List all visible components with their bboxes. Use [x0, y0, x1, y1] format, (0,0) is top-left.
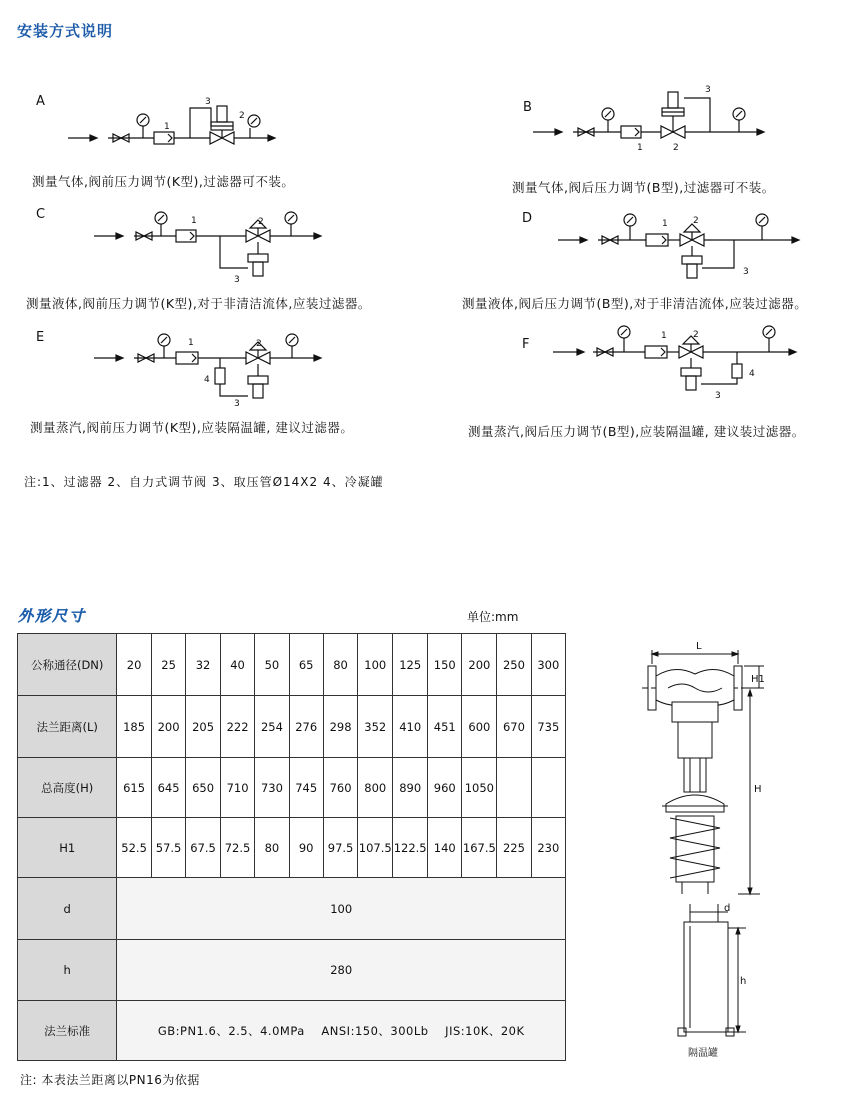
part-label-1: 1: [164, 122, 170, 132]
table-row: [18, 758, 566, 818]
diagram-c: [86, 206, 346, 290]
row-header: h: [18, 940, 117, 1001]
svg-text:4: 4: [749, 369, 755, 379]
table-cell: 760: [323, 758, 357, 818]
table-cell: 222: [220, 696, 254, 758]
dimensions-table: [17, 633, 566, 1061]
diagram-letter-d: D: [522, 211, 533, 226]
svg-text:3: 3: [234, 399, 240, 409]
unit-label: 单位:mm: [467, 610, 519, 624]
table-cell: 200: [462, 634, 497, 696]
svg-text:1: 1: [661, 331, 667, 341]
table-cell: 730: [255, 758, 289, 818]
table-row: [18, 1001, 566, 1061]
table-row: [18, 696, 566, 758]
table-cell: 97.5: [323, 818, 357, 878]
svg-text:1: 1: [637, 143, 643, 153]
svg-text:2: 2: [673, 143, 679, 153]
table-cell: 150: [428, 634, 462, 696]
dim-label-small-h: h: [740, 976, 747, 987]
svg-text:2: 2: [693, 330, 699, 340]
table-cell: 140: [428, 818, 462, 878]
svg-text:1: 1: [191, 216, 197, 226]
table-footnote: 注: 本表法兰距离以PN16为依据: [20, 1073, 200, 1087]
table-cell: 451: [428, 696, 462, 758]
table-cell: 800: [358, 758, 393, 818]
svg-text:4: 4: [204, 375, 210, 385]
table-cell: [497, 758, 531, 818]
table-cell: 72.5: [220, 818, 254, 878]
table-cell: 960: [428, 758, 462, 818]
table-cell: 352: [358, 696, 393, 758]
table-cell: 645: [151, 758, 185, 818]
table-cell: 300: [531, 634, 565, 696]
table-cell: 745: [289, 758, 323, 818]
table-row: [18, 940, 566, 1001]
diagram-e-caption: 测量蒸汽,阀前压力调节(K型),应装隔温罐, 建议过滤器。: [30, 420, 354, 435]
row-header: 总高度(H): [18, 758, 117, 818]
table-cell: 1050: [462, 758, 497, 818]
table-row: [18, 818, 566, 878]
table-cell: 298: [323, 696, 357, 758]
svg-text:3: 3: [715, 391, 721, 401]
install-section-title: 安装方式说明: [17, 22, 114, 40]
svg-text:3: 3: [234, 275, 240, 285]
table-row: [18, 634, 566, 696]
diagram-a: [60, 96, 320, 170]
table-cell: 80: [323, 634, 357, 696]
svg-text:2: 2: [256, 339, 262, 349]
table-cell: 410: [393, 696, 428, 758]
diagram-f: [545, 318, 805, 412]
dim-label-h: H: [754, 784, 762, 795]
table-cell: 890: [393, 758, 428, 818]
table-cell: 107.5: [358, 818, 393, 878]
svg-text:2: 2: [693, 216, 699, 226]
dim-label-d: d: [724, 903, 731, 914]
table-cell: 225: [497, 818, 531, 878]
table-cell: 50: [255, 634, 289, 696]
diagram-a-caption: 测量气体,阀前压力调节(K型),过滤器可不装。: [32, 174, 295, 189]
row-header: H1: [18, 818, 117, 878]
diagram-d: [550, 206, 810, 290]
dim-label-l: L: [696, 641, 702, 652]
table-cell: 125: [393, 634, 428, 696]
table-cell: 735: [531, 696, 565, 758]
svg-text:3: 3: [743, 267, 749, 277]
table-cell: 280: [117, 940, 566, 1001]
table-cell: [531, 758, 565, 818]
diagram-letter-e: E: [36, 330, 45, 345]
diagram-b: [525, 84, 785, 168]
table-cell: 185: [117, 696, 151, 758]
parts-note: 注:1、过滤器 2、自力式调节阀 3、取压管Ø14X2 4、冷凝罐: [24, 475, 384, 489]
row-header: 公称通径(DN): [18, 634, 117, 696]
table-cell: 250: [497, 634, 531, 696]
table-cell: 600: [462, 696, 497, 758]
table-cell: 276: [289, 696, 323, 758]
table-cell: 670: [497, 696, 531, 758]
table-cell: 230: [531, 818, 565, 878]
table-cell: 615: [117, 758, 151, 818]
diagram-letter-f: F: [522, 337, 530, 352]
svg-text:3: 3: [705, 85, 711, 95]
table-cell: 57.5: [151, 818, 185, 878]
table-cell: 32: [186, 634, 220, 696]
valve-outline-drawing: [620, 636, 780, 1070]
table-cell: 122.5: [393, 818, 428, 878]
row-header: 法兰标准: [18, 1001, 117, 1061]
table-cell: 100: [358, 634, 393, 696]
table-cell: 40: [220, 634, 254, 696]
table-cell: 205: [186, 696, 220, 758]
table-cell: 650: [186, 758, 220, 818]
table-cell: GB:PN1.6、2.5、4.0MPa ANSI:150、300Lb JIS:10K、20K: [117, 1001, 566, 1061]
diagram-letter-b: B: [523, 100, 532, 115]
table-cell: 167.5: [462, 818, 497, 878]
table-cell: 200: [151, 696, 185, 758]
svg-text:1: 1: [662, 219, 668, 229]
table-cell: 65: [289, 634, 323, 696]
table-cell: 20: [117, 634, 151, 696]
diagram-c-caption: 测量液体,阀前压力调节(K型),对于非清洁流体,应装过滤器。: [26, 296, 371, 311]
part-label-3: 3: [205, 97, 211, 107]
diagram-e: [86, 328, 346, 412]
table-cell: 100: [117, 878, 566, 940]
diagram-b-caption: 测量气体,阀后压力调节(B型),过滤器可不装。: [512, 180, 775, 195]
dim-label-h1: H1: [751, 674, 765, 685]
table-cell: 80: [255, 818, 289, 878]
tank-caption: 隔温罐: [688, 1048, 718, 1059]
row-header: d: [18, 878, 117, 940]
row-header: 法兰距离(L): [18, 696, 117, 758]
table-row: [18, 878, 566, 940]
svg-text:2: 2: [258, 217, 264, 227]
table-cell: 254: [255, 696, 289, 758]
svg-text:1: 1: [188, 338, 194, 348]
diagram-letter-a: A: [36, 94, 45, 109]
diagram-d-caption: 测量液体,阀后压力调节(B型),对于非清洁流体,应装过滤器。: [462, 296, 808, 311]
table-cell: 67.5: [186, 818, 220, 878]
table-cell: 52.5: [117, 818, 151, 878]
part-label-2: 2: [239, 111, 245, 121]
table-cell: 90: [289, 818, 323, 878]
diagram-letter-c: C: [36, 207, 46, 222]
table-cell: 710: [220, 758, 254, 818]
table-cell: 25: [151, 634, 185, 696]
diagram-f-caption: 测量蒸汽,阀后压力调节(B型),应装隔温罐, 建议装过滤器。: [468, 424, 805, 439]
dimensions-section-title: 外形尺寸: [18, 607, 87, 625]
